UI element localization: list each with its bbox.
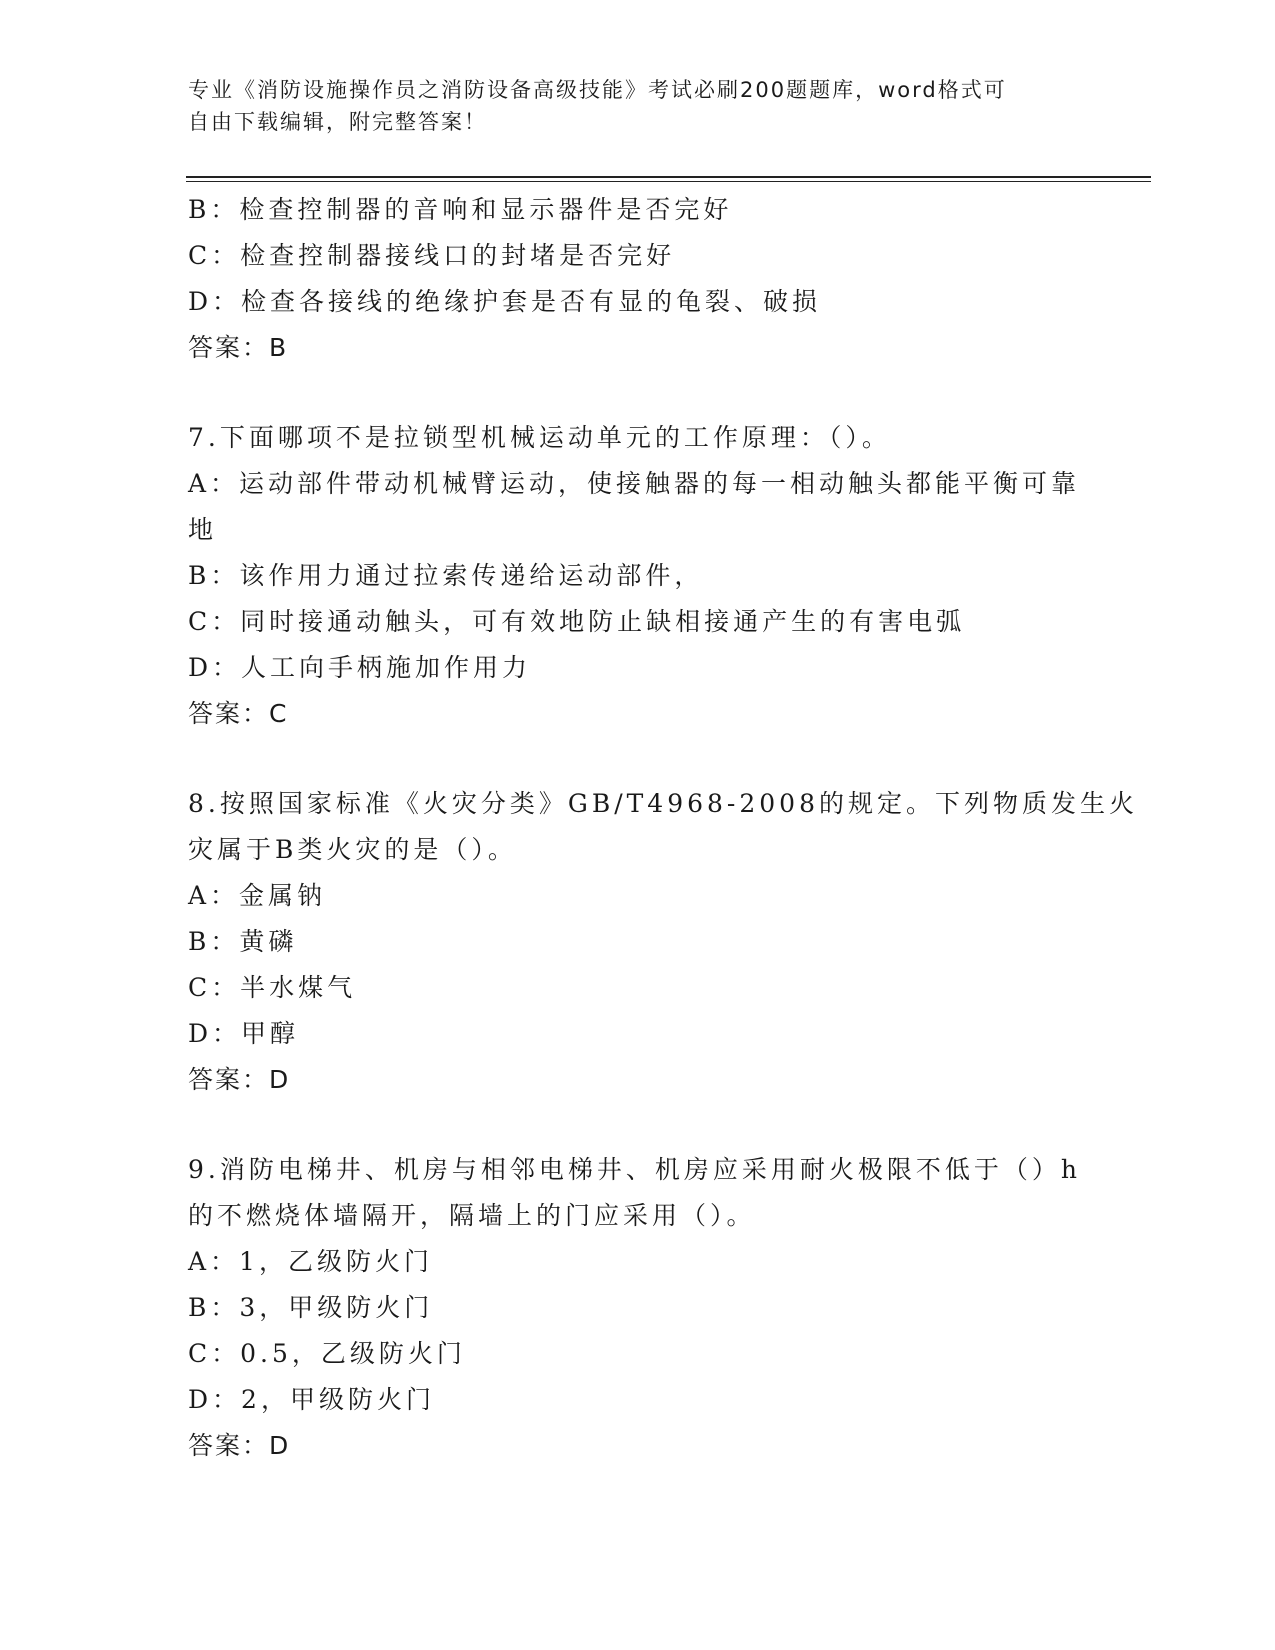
option-b: B：该作用力通过拉索传递给运动部件， bbox=[188, 561, 704, 590]
option-a: A：金属钠 bbox=[188, 881, 327, 910]
option-c: C：检查控制器接线口的封堵是否完好 bbox=[188, 241, 676, 270]
question-stem-line-1: 9.消防电梯井、机房与相邻电梯井、机房应采用耐火极限不低于（）h bbox=[188, 1155, 1081, 1184]
option-c: C：半水煤气 bbox=[188, 973, 357, 1002]
question-8-block bbox=[188, 781, 1138, 1103]
answer-line: 答案：D bbox=[188, 1065, 291, 1094]
question-stem: 7.下面哪项不是拉锁型机械运动单元的工作原理：（）。 bbox=[188, 423, 891, 452]
header-line-2: 自由下载编辑，附完整答案！ bbox=[188, 110, 487, 134]
question-6-block bbox=[188, 187, 1088, 371]
option-c: C：0.5，乙级防火门 bbox=[188, 1339, 466, 1368]
option-d: D：检查各接线的绝缘护套是否有显的龟裂、破损 bbox=[188, 287, 822, 316]
option-a-line-2: 地 bbox=[188, 515, 218, 544]
header-divider-thin bbox=[186, 181, 1151, 182]
option-b: B：3，甲级防火门 bbox=[188, 1293, 434, 1322]
option-a: A：1，乙级防火门 bbox=[188, 1247, 433, 1276]
option-c: C：同时接通动触头，可有效地防止缺相接通产生的有害电弧 bbox=[188, 607, 966, 636]
header-line-1: 专业《消防设施操作员之消防设备高级技能》考试必刷200题题库，word格式可 bbox=[188, 78, 1007, 102]
document-header bbox=[188, 74, 1068, 138]
header-divider-thick bbox=[186, 176, 1151, 178]
option-b: B：检查控制器的音响和显示器件是否完好 bbox=[188, 195, 733, 224]
option-d: D：2，甲级防火门 bbox=[188, 1385, 435, 1414]
answer-line: 答案：B bbox=[188, 333, 289, 362]
option-a-line-1: A：运动部件带动机械臂运动，使接触器的每一相动触头都能平衡可靠 bbox=[188, 469, 1081, 498]
option-d: D：甲醇 bbox=[188, 1019, 300, 1048]
answer-line: 答案：D bbox=[188, 1431, 291, 1460]
question-9-block bbox=[188, 1147, 1088, 1469]
question-stem-line-2: 的不燃烧体墙隔开，隔墙上的门应采用（）。 bbox=[188, 1201, 756, 1230]
option-b: B：黄磷 bbox=[188, 927, 298, 956]
question-list bbox=[188, 187, 1138, 1469]
question-stem-line-2: 灾属于B类火灾的是（）。 bbox=[188, 835, 517, 864]
option-d: D：人工向手柄施加作用力 bbox=[188, 653, 532, 682]
answer-line: 答案：C bbox=[188, 699, 289, 728]
question-stem-line-1: 8.按照国家标准《火灾分类》GB/T4968-2008的规定。下列物质发生火 bbox=[188, 789, 1138, 818]
question-7-block bbox=[188, 415, 1088, 737]
